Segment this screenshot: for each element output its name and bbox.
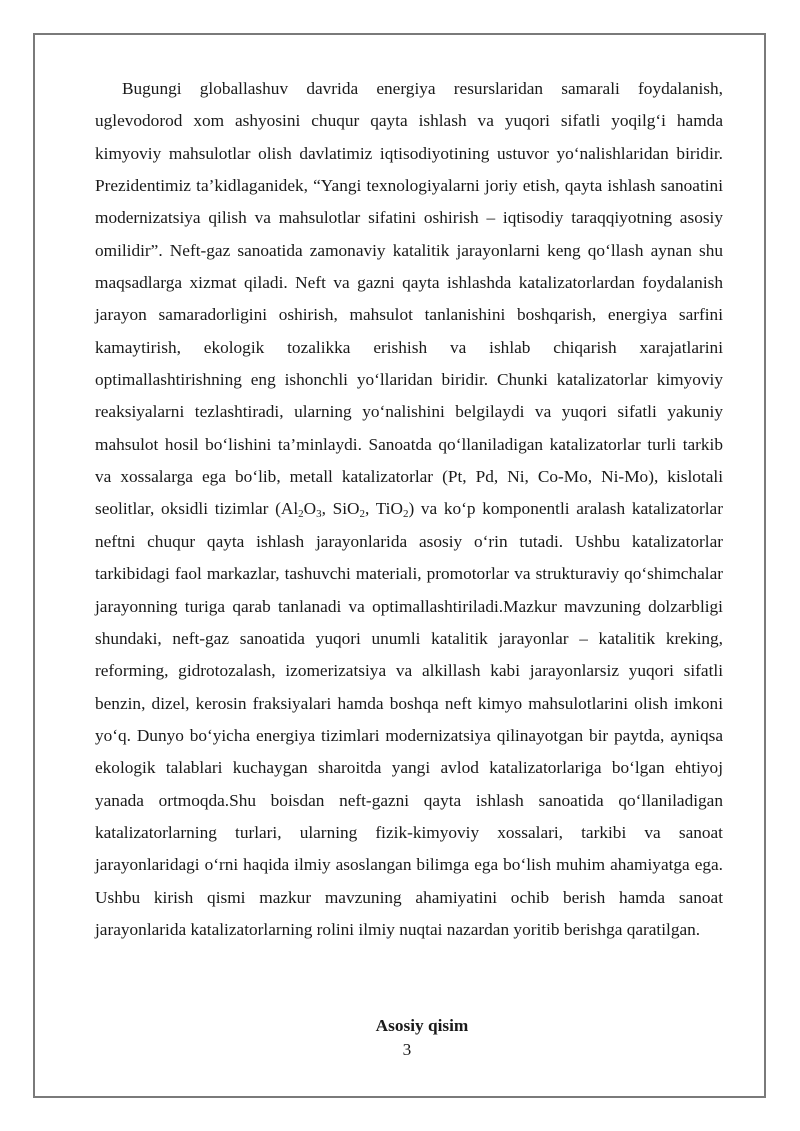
paragraph-text-part-3: , SiO	[321, 499, 360, 519]
paragraph-text-part-5: ) va ko‘p komponentli aralash katalizatorlar neftni chuqur qayta ishlash jarayonlarida asosiy o‘rin tutadi. Ushbu katalizatorlar tarkibidagi faol markazlar, tashuvchi materiali, promotorlar va strukturaviy qo‘shimchalar jarayonning turiga qarab tanlanadi va optimallashtiriladi.Mazkur mavzuning dolzarbligi shundaki, neft-gaz sanoatida yuqori unumli katalitik jarayonlar – katalitik kreking, reforming, gidrotozalash, izomerizatsiya va alkillash kabi jarayonlarsiz yuqori sifatli benzin, dizel, kerosin fraksiyalari hamda boshqa neft kimyo mahsulotlarini olish imkoni yo‘q. Dunyo bo‘yicha energiya tizimlari modernizatsiya qilinayotgan bir paytda, ayniqsa ekologik talablari kuchaygan sharoitda yangi avlod katalizatorlariga bo‘lgan ehtiyoj yanada ortmoqda.Shu boisdan neft-gazni qayta ishlash sanoatida qo‘llaniladigan katalizatorlarning turlari, ularning fizik-kimyoviy xossalari, tarkibi va sanoat jarayonlaridagi o‘rni haqida ilmiy asoslangan bilimga ega bo‘lish muhim ahamiyatga ega. Ushbu kirish qismi mazkur mavzuning ahamiyatini ochib berish hamda sanoat jarayonlarida katalizatorlarning rolini ilmiy nuqtai nazardan yoritib berishga qaratilgan.	[95, 499, 723, 939]
paragraph-text-part-1: Bugungi globallashuv davrida energiya resurslaridan samarali foydalanish, uglevodorod xom ashyosini chuqur qayta ishlash va yuqori sifatli yoqilg‘i hamda kimyoviy mahsulotlar olish davlatimiz iqtisodiyotining ustuvor yo‘nalishlaridan biridir. Prezidentimiz ta’kidlaganidek, “Yangi texnologiyalarni joriy etish, qayta ishlash sanoatini modernizatsiya qilish va mahsulotlar sifatini oshirish – iqtisodiy taraqqiyotning asosiy omilidir”. Neft-gaz sanoatida zamonaviy katalitik jarayonlarni keng qo‘llash aynan shu maqsadlarga xizmat qiladi. Neft va gazni qayta ishlashda katalizatorlardan foydalanish jarayon samaradorligini oshirish, mahsulot tanlanishini boshqarish, energiya sarfini kamaytirish, ekologik tozalikka erishish va ishlab chiqarish xarajatlarini optimallashtirishning eng ishonchli yo‘llaridan biridir. Chunki katalizatorlar kimyoviy reaksiyalarni tezlashtiradi, ularning yo‘nalishini belgilaydi va yuqori sifatli yakuniy mahsulot hosil bo‘lishini ta’minlaydi. Sanoatda qo‘llaniladigan katalizatorlar turli tarkib va xossalarga ega bo‘lib, metall katalizatorlar (Pt, Pd, Ni, Co-Mo, Ni-Mo), kislotali seolitlar, oksidli tizimlar (Al	[95, 79, 723, 519]
paragraph-text-part-4: , TiO	[365, 499, 403, 519]
section-heading: Asosiy qisim	[375, 1016, 469, 1035]
subscript-al-2: 2	[298, 508, 304, 521]
introduction-paragraph	[95, 73, 723, 946]
subscript-si-o-2: 2	[359, 508, 366, 521]
page-number: 3	[402, 1040, 412, 1059]
subscript-o-3: 3	[316, 508, 322, 521]
subscript-ti-o-2: 2	[402, 508, 409, 521]
paragraph-text-part-2: O	[303, 499, 317, 519]
